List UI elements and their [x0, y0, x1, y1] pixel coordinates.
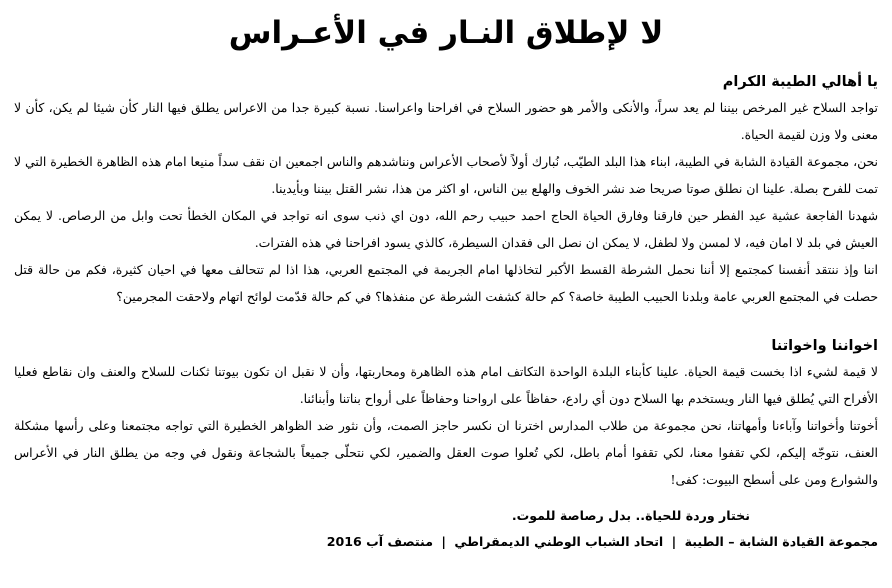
slogan: نختار وردة للحياة.. بدل رصاصة للموت.: [511, 508, 750, 523]
signature-separator: |: [441, 534, 446, 549]
paragraph: لا قيمة لشيء اذا بخست قيمة الحياة. علينا كأبناء البلدة الواحدة التكاتف امام هذه الظاهرة ومحاربتها، وأن لا نقبل ان تكون بيوتنا ثكنات للسلاح والعنف وان نقاطع فعليا الأفراح التي يُطلق فيها النار ويستخدم بها السلاح دون أي رادع، حفاظاً على ارواحنا وحفاظاً على أرواح بناتنا وأبنائنا.: [14, 364, 878, 406]
page-title: لا لإطلاق النـار في الأعـراس: [228, 15, 664, 51]
signature: [14, 529, 878, 555]
paragraph: تواجد السلاح غير المرخص بيننا لم يعد سراً، والأنكى والأمر هو حضور السلاح في افراحنا واعراسنا. نسبة كبيرة جدا من الاعراس يطلق فيها النار كأن شيئا لم يكن، كأن لا معنى ولا وزن لقيمة الحياة.: [14, 100, 878, 142]
signature-union: اتحاد الشباب الوطني الديمقراطي: [454, 534, 664, 549]
section-heading: اخواننا واخواتنا: [771, 338, 878, 354]
paragraph: أخوتنا وأخواتنا وآباءنا وأمهاتنا، نحن مجموعة من طلاب المدارس اخترنا ان نكسر حاجز الصمت، وأن نثور ضد الظواهر الخطيرة التي تواجه مجتمعنا وعلى رأسها مشكلة العنف، نتوجّه إليكم، لكي تقفوا معنا، لكي تقفوا أمام باطل، لكي تُعلوا صوت العقل والضمير، لكي نتحلّى جميعاً بالشجاعة ونقول في وجه من يطلق النار في الأعراس والشوارع ومن على أسطح البيوت: كفى!: [14, 418, 878, 487]
section-residents: [14, 70, 878, 310]
paragraph: اننا وإذ ننتقد أنفسنا كمجتمع إلا أننا نحمل الشرطة القسط الأكبر لتخاذلها امام الجريمة في المجتمع العربي، هذا اذا لم تتحالف معها في احيان كثيرة، فكم من حالة قتل حصلت في المجتمع العربي عامة وبلدنا الحبيب الطيبة خاصة؟ كم حالة كشفت الشرطة عن منفذها؟ في كم حالة قدّمت لوائح اتهام ولاحقت المجرمين؟: [14, 262, 878, 304]
signature-date: منتصف آب 2016: [326, 534, 433, 549]
section-heading: يا أهالي الطيبة الكرام: [722, 74, 878, 90]
paragraph: نحن، مجموعة القيادة الشابة في الطيبة، ابناء هذا البلد الطيّب، نُبارك أولاً لأصحاب الأعراس ونناشدهم والناس اجمعين ان نقف سداً منيعا امام هذه الظاهرة الخطيرة التي لا تمت للفرح بصلة. علينا ان نطلق صوتا صريحا ضد نشر الخوف والهلع بين الناس، او اكثر من هذا، نشر القتل بيننا وبأيدينا.: [14, 154, 878, 196]
section-brothers-sisters: [14, 334, 878, 493]
signature-separator: |: [671, 534, 677, 549]
signature-group: مجموعة القيادة الشابة – الطيبة: [684, 534, 878, 549]
paragraph: شهدنا الفاجعة عشية عيد الفطر حين فارقنا وفارق الحياة الحاج احمد حبيب رحم الله، دون اي ذنب سوى انه تواجد في المكان الخطأ تحت وابل من الرصاص. لا يمكن العيش في بلد لا امان فيه، لا لمسن ولا لطفل، لا يمكن ان نصل الى فقدان السيطرة، كالذي يسود افراحنا في هذه الفترات.: [14, 208, 878, 250]
